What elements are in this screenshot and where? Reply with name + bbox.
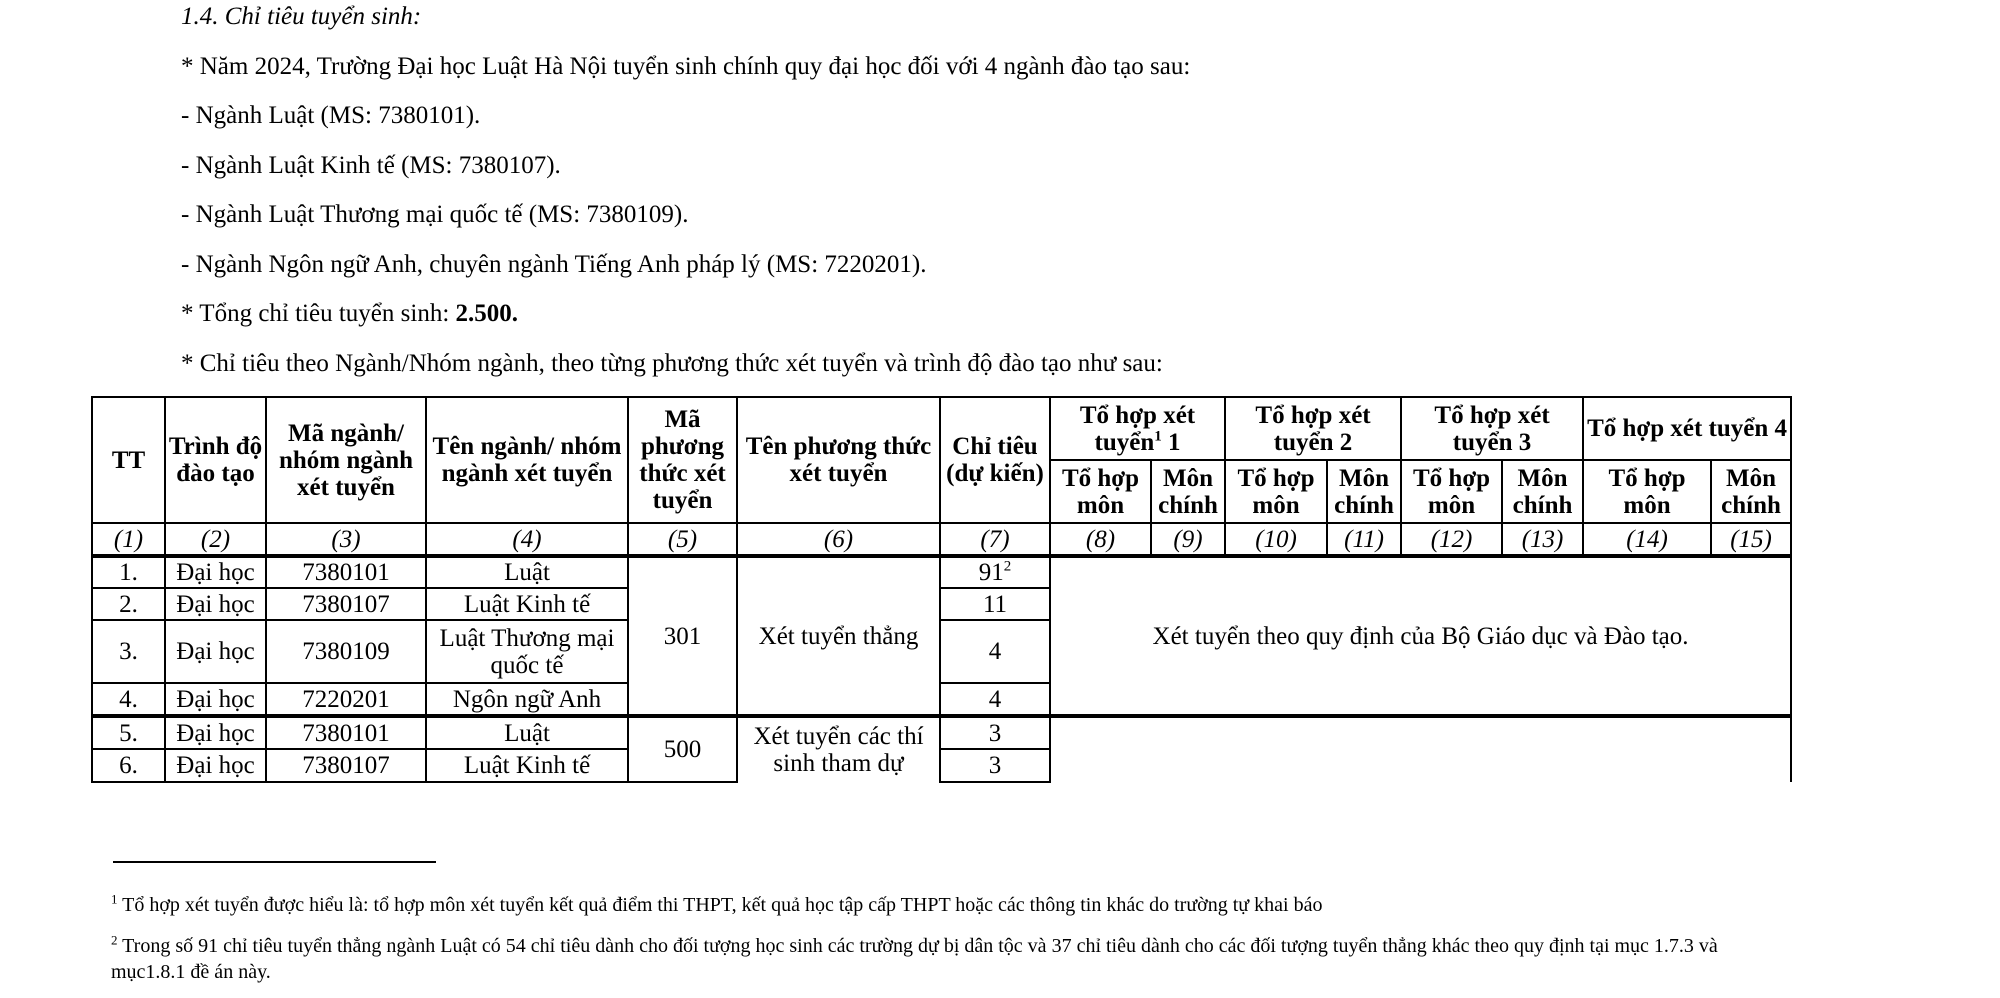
column-number: (2) (165, 523, 266, 556)
row-code: 7220201 (266, 683, 426, 716)
total-value: 2.500. (455, 300, 519, 327)
row-quota: 3 (940, 716, 1050, 749)
row-quota: 11 (940, 588, 1050, 620)
row-tt: 3. (92, 620, 165, 683)
header-combo-3: Tổ hợp xét tuyển 3 (1401, 397, 1583, 460)
column-number: (7) (940, 523, 1050, 556)
row-level: Đại học (165, 556, 266, 588)
row-quota: 4 (940, 620, 1050, 683)
subheader-main: Môn chính (1151, 460, 1225, 523)
column-number: (10) (1225, 523, 1327, 556)
column-number: (5) (628, 523, 737, 556)
header-code: Mã ngành/ nhóm ngành xét tuyển (266, 397, 426, 523)
column-number: (4) (426, 523, 628, 556)
header-combo-2: Tổ hợp xét tuyển 2 (1225, 397, 1401, 460)
intro-paragraph: * Năm 2024, Trường Đại học Luật Hà Nội tuyển sinh chính quy đại học đối với 4 ngành đào tạo sau: (181, 53, 1191, 80)
subheader-subjects: Tổ hợp môn (1583, 460, 1711, 523)
row-code: 7380107 (266, 749, 426, 782)
column-number: (13) (1502, 523, 1583, 556)
column-number: (6) (737, 523, 940, 556)
total-quota (181, 299, 518, 329)
table-row (92, 716, 1791, 749)
header-name: Tên ngành/ nhóm ngành xét tuyển (426, 397, 628, 523)
row-name: Luật Thương mại quốc tế (426, 620, 628, 683)
row-quota: $91^2$ (940, 556, 1050, 588)
major-item: - Ngành Luật (MS: 7380101). (181, 102, 481, 129)
subheader-main: Môn chính (1711, 460, 1791, 523)
method-code-301: 301 (628, 556, 737, 716)
major-item: - Ngành Luật Thương mại quốc tế (MS: 7380109). (181, 201, 689, 228)
header-combo-4: Tổ hợp xét tuyển 4 (1583, 397, 1791, 460)
section-heading: 1.4. Chỉ tiêu tuyển sinh: (181, 3, 422, 30)
column-number: (8) (1050, 523, 1151, 556)
row-tt: 6. (92, 749, 165, 782)
row-name: Luật Kinh tế (426, 749, 628, 782)
column-number: (14) (1583, 523, 1711, 556)
row-tt: 4. (92, 683, 165, 716)
row-code: 7380107 (266, 588, 426, 620)
column-number: (3) (266, 523, 426, 556)
subheader-main: Môn chính (1502, 460, 1583, 523)
method-code-500: 500 (628, 716, 737, 782)
column-number: (12) (1401, 523, 1502, 556)
row-quota: 3 (940, 749, 1050, 782)
subheader-subjects: Tổ hợp môn (1050, 460, 1151, 523)
column-number: (1) (92, 523, 165, 556)
combo-note: Xét tuyển theo quy định của Bộ Giáo dục và Đào tạo. (1050, 556, 1791, 716)
row-code: 7380101 (266, 716, 426, 749)
row-level: Đại học (165, 749, 266, 782)
header-method-name: Tên phương thức xét tuyển (737, 397, 940, 523)
subheader-subjects: Tổ hợp môn (1225, 460, 1327, 523)
row-code: 7380109 (266, 620, 426, 683)
table-row (92, 556, 1791, 588)
footnote-ref-2: 2 (1003, 558, 1012, 575)
column-number: (9) (1151, 523, 1225, 556)
row-name: Luật Kinh tế (426, 588, 628, 620)
row-level: Đại học (165, 716, 266, 749)
header-quota: Chỉ tiêu (dự kiến) (940, 397, 1050, 523)
footnote-1: $^1$ Tổ hợp xét tuyển được hiểu là: tổ hợp môn xét tuyển kết quả điểm thi THPT, kết quả học tập cấp THPT hoặc các thông tin khác do trường tự khai báo (111, 891, 1323, 916)
row-name: Luật (426, 716, 628, 749)
method-name-direct: Xét tuyển thẳng (737, 556, 940, 716)
row-tt: 5. (92, 716, 165, 749)
method-name-exam: Xét tuyển các thí sinh tham dự (737, 716, 940, 782)
subheader-subjects: Tổ hợp môn (1401, 460, 1502, 523)
combo-blank (1050, 716, 1791, 782)
row-level: Đại học (165, 588, 266, 620)
footnote-separator (113, 861, 436, 863)
row-name: Ngôn ngữ Anh (426, 683, 628, 716)
column-number: (11) (1327, 523, 1401, 556)
total-label: * Tổng chỉ tiêu tuyển sinh: (181, 300, 456, 327)
column-number: (15) (1711, 523, 1791, 556)
major-item: - Ngành Luật Kinh tế (MS: 7380107). (181, 152, 561, 179)
row-name: Luật (426, 556, 628, 588)
quota-table (91, 396, 1792, 783)
major-item: - Ngành Ngôn ngữ Anh, chuyên ngành Tiếng Anh pháp lý (MS: 7220201). (181, 251, 927, 278)
header-tt: TT (92, 397, 165, 523)
header-level: Trình độ đào tạo (165, 397, 266, 523)
row-level: Đại học (165, 683, 266, 716)
header-combo-1: Tổ hợp xét tuyển$^1$ 1 (1050, 397, 1225, 460)
column-number-row (92, 523, 1791, 556)
row-code: 7380101 (266, 556, 426, 588)
row-level: Đại học (165, 620, 266, 683)
footnote-2: $^2$ Trong số 91 chỉ tiêu tuyển thẳng ngành Luật có 54 chỉ tiêu dành cho đối tượng học sinh các trường dự bị dân tộc và 37 chỉ tiêu dành cho các đối tượng tuyển thẳng khác theo quy định tại mục 1.7.3 và mục1.8.1 đề án này. (111, 932, 1718, 983)
subheader-main: Môn chính (1327, 460, 1401, 523)
row-tt: 2. (92, 588, 165, 620)
table-intro: * Chỉ tiêu theo Ngành/Nhóm ngành, theo từng phương thức xét tuyển và trình độ đào tạo như sau: (181, 350, 1163, 377)
header-method-code: Mã phương thức xét tuyển (628, 397, 737, 523)
row-quota: 4 (940, 683, 1050, 716)
row-tt: 1. (92, 556, 165, 588)
